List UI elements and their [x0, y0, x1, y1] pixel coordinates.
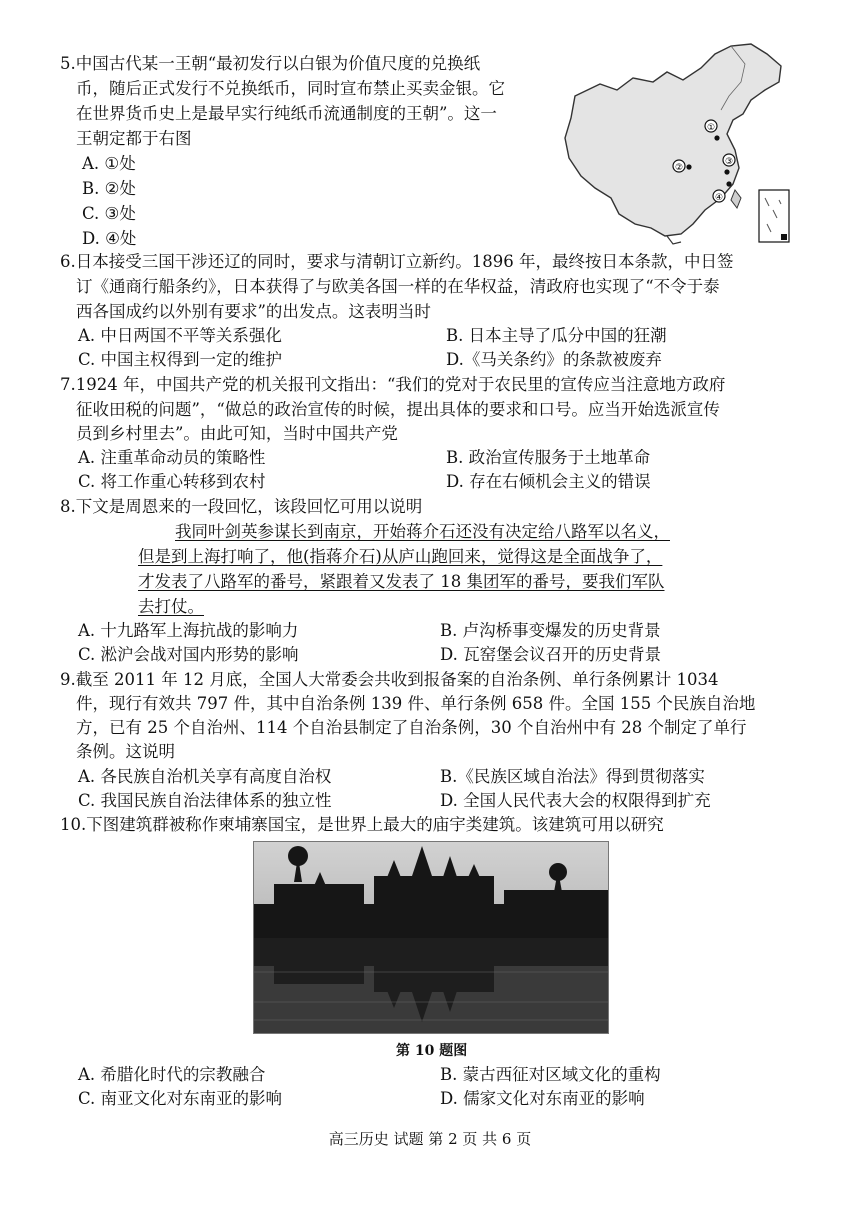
q10-option-d: D. 儒家文化对东南亚的影响	[440, 1089, 645, 1108]
q8-quote-line: 我同叶剑英参谋长到南京，开始蒋介石还没有决定给八路军以名义，	[175, 522, 670, 541]
q9-option-c: C. 我国民族自治法律体系的独立性	[78, 791, 332, 810]
q10-option-b: B. 蒙古西征对区域文化的重构	[440, 1065, 661, 1084]
q6-option-d: D.《马关条约》的条款被废弃	[446, 350, 662, 369]
q7-stem-line: 7.1924 年，中国共产党的机关报刊文指出：“我们的党对于农民里的宣传应当注意地方政府	[60, 375, 726, 394]
q5-option-c: C. ③处	[82, 204, 136, 223]
map-marker-3-label: ③	[724, 157, 734, 167]
q6-option-c: C. 中国主权得到一定的维护	[78, 350, 283, 369]
q9-stem-line: 9.截至 2011 年 12 月底，全国人大常委会共收到报备案的自治条例、单行条例累计 1034	[60, 670, 719, 689]
q8-option-a: A. 十九路军上海抗战的影响力	[78, 621, 299, 640]
q5-option-a: A. ①处	[82, 154, 136, 173]
q10-option-c: C. 南亚文化对东南亚的影响	[78, 1089, 283, 1108]
q5-option-b: B. ②处	[82, 179, 136, 198]
q8-option-c: C. 淞沪会战对国内形势的影响	[78, 645, 299, 664]
q9-option-d: D. 全国人民代表大会的权限得到扩充	[440, 791, 711, 810]
q10-stem: 10.下图建筑群被称作柬埔寨国宝，是世界上最大的庙宇类建筑。该建筑可用以研究	[60, 815, 664, 834]
q5-stem-line: 在世界货币史上是最早实行纯纸币流通制度的王朝”。这一	[76, 104, 497, 123]
map-marker-2-label: ②	[674, 163, 684, 173]
q8-option-b: B. 卢沟桥事变爆发的历史背景	[440, 621, 661, 640]
q6-option-b: B. 日本主导了瓜分中国的狂潮	[446, 326, 667, 345]
q9-stem-line: 方，已有 25 个自治州、114 个自治县制定了自治条例，30 个自治州中有 28 个制定了单行	[76, 718, 747, 737]
map-marker-1-label: ①	[706, 123, 716, 133]
q6-stem-line: 西各国成约以外别有要求”的出发点。这表明当时	[76, 302, 431, 321]
q7-option-b: B. 政治宣传服务于土地革命	[446, 448, 651, 467]
q9-stem-line: 条例。这说明	[76, 742, 175, 761]
q8-quote-line: 才发表了八路军的番号，紧跟着又发表了 18 集团军的番号，要我们军队	[138, 572, 665, 591]
q7-option-c: C. 将工作重心转移到农村	[78, 472, 266, 491]
q5-stem-line: 王朝定都于右图	[76, 129, 192, 148]
q5-stem-line: 5.中国古代某一王朝“最初发行以白银为价值尺度的兑换纸	[60, 54, 481, 73]
q10-figure-caption: 第 10 题图	[396, 1043, 468, 1059]
q5-stem-line: 币，随后正式发行不兑换纸币，同时宣布禁止买卖金银。它	[76, 79, 505, 98]
q5-option-d: D. ④处	[82, 229, 137, 248]
q7-stem-line: 征收田税的问题”，“做总的政治宣传的时候，提出具体的要求和口号。应当开始选派宣传	[76, 400, 720, 419]
q7-stem-line: 员到乡村里去”。由此可知，当时中国共产党	[76, 424, 398, 443]
q9-option-a: A. 各民族自治机关享有高度自治权	[78, 767, 332, 786]
q9-option-b: B.《民族区域自治法》得到贯彻落实	[440, 767, 705, 786]
q8-quote-line: 去打仗。	[138, 597, 204, 616]
q9-stem-line: 件，现行有效共 797 件，其中自治条例 139 件、单行条例 658 件。全国 155 个民族自治地	[76, 694, 756, 713]
q8-option-d: D. 瓦窑堡会议召开的历史背景	[440, 645, 662, 664]
q7-option-d: D. 存在右倾机会主义的错误	[446, 472, 651, 491]
south-sea-inset	[759, 190, 789, 242]
q6-stem-line: 6.日本接受三国干涉还辽的同时，要求与清朝订立新约。1896 年，最终按日本条款，中日签	[60, 252, 734, 271]
q8-quote-line: 但是到上海打响了，他(指蒋介石)从庐山跑回来，觉得这是全面战争了，	[138, 547, 663, 566]
angkor-wat-photo	[253, 841, 609, 1034]
q8-stem: 8.下文是周恩来的一段回忆，该段回忆可用以说明	[60, 497, 423, 516]
map-marker-4-label: ④	[714, 193, 724, 203]
q7-option-a: A. 注重革命动员的策略性	[78, 448, 266, 467]
q6-stem-line: 订《通商行船条约》，日本获得了与欧美各国一样的在华权益，清政府也实现了“不令于泰	[76, 277, 720, 296]
q6-option-a: A. 中日两国不平等关系强化	[78, 326, 282, 345]
china-map	[555, 38, 795, 248]
page-footer: 高三历史 试题 第 2 页 共 6 页	[328, 1130, 532, 1148]
q10-option-a: A. 希腊化时代的宗教融合	[78, 1065, 266, 1084]
